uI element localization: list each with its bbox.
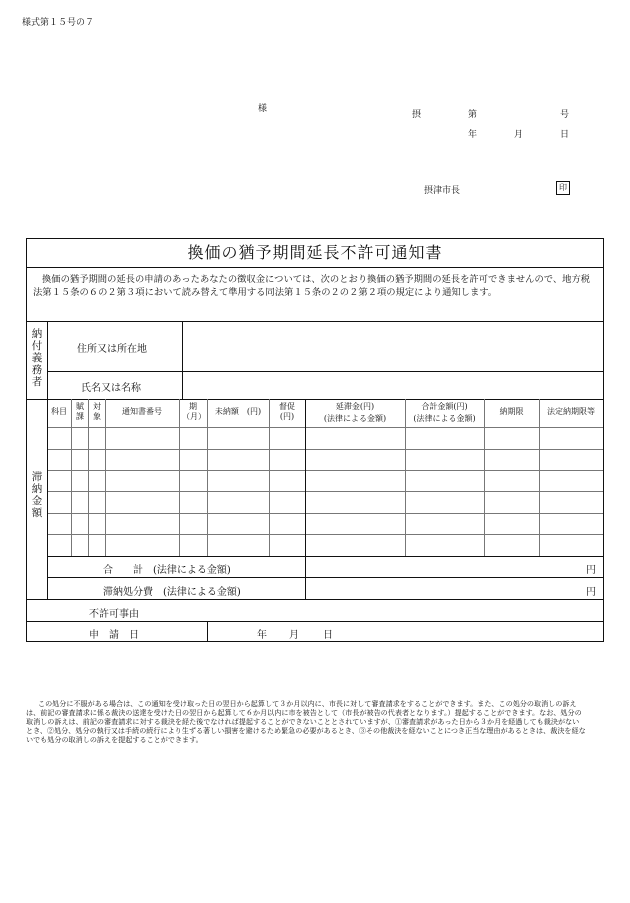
- col-tokusoku: 督促(円): [279, 402, 295, 421]
- issue-date-month: 月: [514, 130, 524, 140]
- application-date-label: 申 請 日: [89, 630, 139, 641]
- divider: [305, 399, 306, 599]
- divider: [47, 513, 603, 514]
- issue-date-year: 年: [468, 130, 478, 140]
- divider: [27, 621, 603, 622]
- col-ki: 期（月）: [182, 402, 206, 421]
- divider: [47, 534, 603, 535]
- doc-number-go: 号: [560, 110, 570, 120]
- name-label: 氏名又は名称: [81, 383, 141, 394]
- total-label: 合 計 (法律による金額): [103, 565, 231, 576]
- col-entai-sub: (法律による金額): [323, 414, 387, 423]
- divider: [269, 399, 270, 556]
- seal-mark: 印: [556, 181, 570, 195]
- divider: [539, 399, 540, 556]
- disposal-label: 滞納処分費 (法律による金額): [103, 587, 241, 598]
- divider: [207, 621, 208, 641]
- divider: [47, 577, 603, 578]
- total-unit: 円: [586, 565, 596, 576]
- col-fuka: 賦課: [76, 402, 84, 421]
- col-houtei: 法定納期限等: [547, 407, 595, 416]
- divider: [47, 470, 603, 471]
- taxpayer-group-label: 納付義務者: [31, 328, 43, 388]
- application-date-month: 月: [289, 630, 299, 641]
- col-minou: 未納額 (円): [214, 407, 262, 416]
- divider: [88, 399, 89, 556]
- divider: [47, 321, 48, 599]
- col-goukei: 合計金額(円): [421, 402, 468, 411]
- doc-number-dai: 第: [468, 110, 478, 120]
- divider: [27, 599, 603, 600]
- form-title: 換価の猶予期間延長不許可通知書: [27, 239, 603, 268]
- address-label: 住所又は所在地: [77, 344, 147, 355]
- divider: [484, 399, 485, 556]
- intro-text: 換価の猶予期間の延長の申請のあったあなたの徴収金については、次のとおり換価の猶予期間の延長を許可できませんので、地方税法第１５条の６の２第３項において読み替えて準用する同法第１５条の２の２第２項の規定により通知します。: [33, 274, 591, 298]
- addressee-suffix: 様: [258, 104, 268, 114]
- divider: [47, 491, 603, 492]
- divider: [27, 321, 603, 322]
- notice-form: [26, 238, 604, 642]
- col-kamoku: 科目: [51, 407, 67, 416]
- divider: [207, 399, 208, 556]
- application-date-year: 年: [257, 630, 267, 641]
- arrears-group-label: 滞納金額: [31, 471, 43, 519]
- col-nouki: 納期限: [499, 407, 524, 416]
- col-taisho: 対象: [93, 402, 101, 421]
- doc-prefix: 摂: [412, 110, 422, 120]
- reason-label: 不許可事由: [89, 609, 139, 620]
- divider: [71, 399, 72, 556]
- divider: [179, 399, 180, 556]
- divider: [47, 449, 603, 450]
- divider: [27, 399, 603, 400]
- divider: [47, 556, 603, 557]
- application-date-day: 日: [323, 630, 333, 641]
- divider: [47, 371, 603, 372]
- appeal-note: この処分に不服がある場合は、この通知を受け取った日の翌日から起算して３か月以内に、市長に対して審査請求をすることができます。また、この処分の取消しの訴えは、前記の審査請求に係る裁決の送達を受けた日の翌日から起算して６か月以内に市を被告として（市長が被告の代表者となります。）提起することができます。なお、処分の取消しの訴えは、前記の審査請求に対する裁決を経た後でなければ提起することができないこととされていますが、①審査請求があった日から３か月を経過しても裁決がないとき、②処分、処分の執行又は手続の続行により生ずる著しい損害を避けるため緊急の必要があるとき、③その他裁決を経ないことにつき正当な理由があるときは、裁決を経ないでも処分の取消しの訴えを提起することができます。: [26, 699, 586, 744]
- issuer: 摂津市長: [424, 186, 461, 196]
- divider: [182, 321, 183, 399]
- col-goukei-sub: (法律による金額): [413, 414, 476, 423]
- col-tsuchi: 通知書番号: [122, 407, 162, 416]
- divider: [47, 427, 603, 428]
- form-number: 様式第１５号の７: [22, 18, 95, 28]
- divider: [105, 399, 106, 556]
- col-entai: 延滞金(円): [335, 402, 375, 411]
- issue-date-day: 日: [560, 130, 570, 140]
- disposal-unit: 円: [586, 587, 596, 598]
